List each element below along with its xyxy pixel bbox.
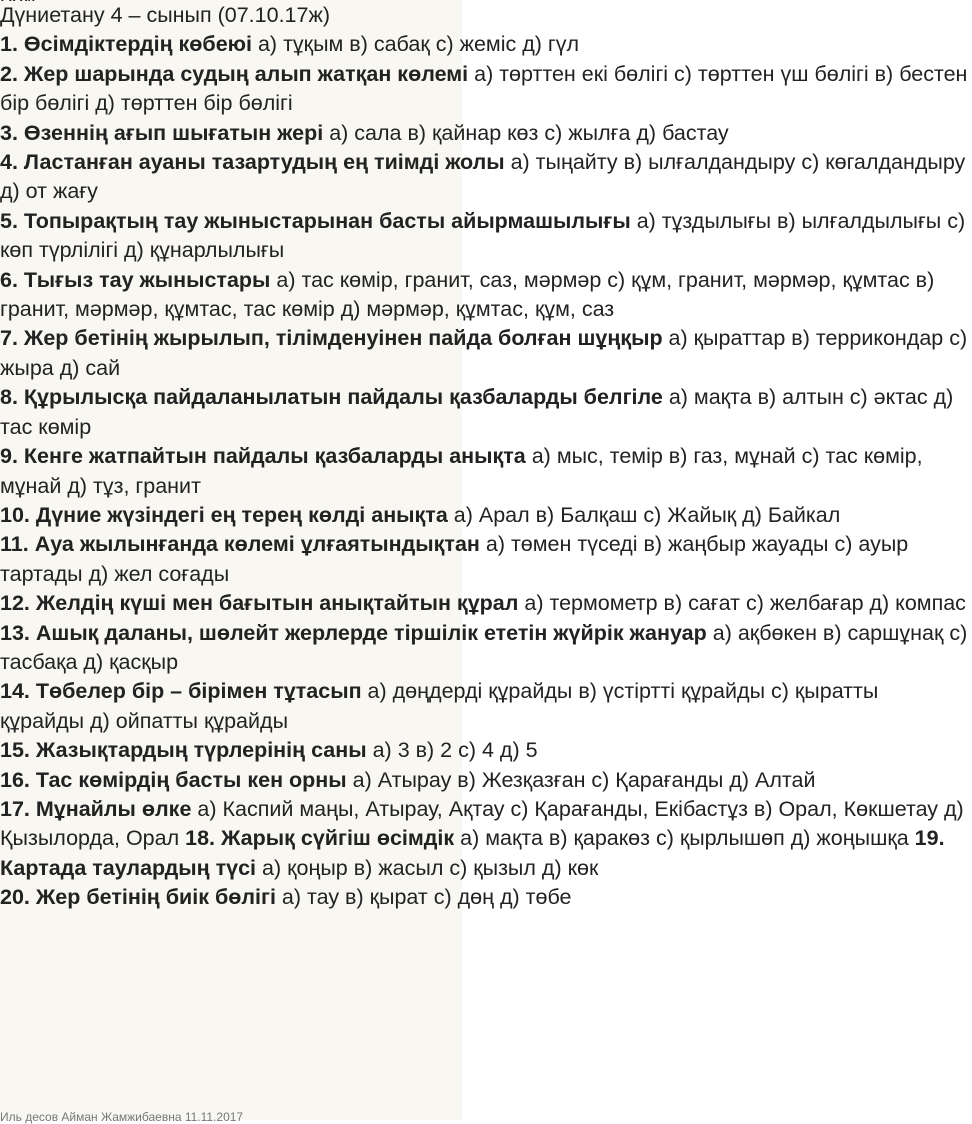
question-17: 17. Мұнайлы өлке а) Каспий маңы, Атырау, Ақтау с) Қарағанды, Екібастұз в) Орал, Көкшетау д) Қызылорда, Орал — [0, 796, 964, 851]
question-10: 10. Дүние жүзіндегі ең терең көлді анықта а) Арал в) Балқаш с) Жайық д) Байкал — [0, 502, 841, 527]
question-15: 15. Жазықтардың түрлерінің саны а) 3 в) 2 с) 4 д) 5 — [0, 738, 538, 763]
question-20: 20. Жер бетінің биік бөлігі а) тау в) қырат с) дөң д) төбе — [0, 885, 572, 910]
question-13: 13. Ашық даланы, шөлейт жерлерде тіршілік ететін жүйрік жануар а) ақбөкен в) саршұнақ с) тасбақа д) қасқыр — [0, 620, 968, 674]
question-1: 1. Өсімдіктердің көбеюі а) тұқым в) сабақ с) жеміс д) гүл — [0, 32, 580, 57]
question-14: 14. Төбелер бір – бірімен тұтасып а) дөңдерді құрайды в) үстіртті құрайды с) қыратты құрайды д) ойпатты құрайды — [0, 679, 879, 733]
question-3: 3. Өзеннің ағып шығатын жері а) сала в) қайнар көз с) жылға д) бастау — [0, 120, 729, 145]
question-7: 7. Жер бетінің жырылып, тілімденуінен пайда болған шұңқыр а) қыраттар в) террикондар с) жыра д) сай — [0, 326, 968, 380]
page-footer: Иль десов Айман Жамжибаевна 11.11.2017 — [0, 1110, 244, 1124]
question-11: 11. Ауа жылынғанда көлемі ұлғаятындықтан а) төмен түседі в) жаңбыр жауады с) ауыр тартады д) жел соғады — [0, 532, 909, 586]
quiz-title: Дүниетану 4 – сынып (07.10.17ж) — [0, 3, 330, 27]
question-16: 16. Тас көмірдің басты кен орны а) Атырау в) Жезқазған с) Қарағанды д) Алтай — [0, 767, 816, 792]
question-12: 12. Желдің күші мен бағытын анықтайтын құрал а) термометр в) сағат с) желбағар д) компас — [0, 591, 966, 616]
question-2: 2. Жер шарында судың алып жатқан көлемі а) төрттен екі бөлігі с) төрттен үш бөлігі в) бестен бір бөлігі д) төрттен бір бөлігі — [0, 61, 968, 116]
question-9: 9. Кенге жатпайтын пайдалы қазбаларды анықта а) мыс, темір в) газ, мұнай с) тас көмір, мұнай д) тұз, гранит — [0, 444, 923, 498]
question-18: 18. Жарық сүйгіш өсімдік а) мақта в) қаракөз с) қырлышөп д) жоңышқа — [185, 826, 915, 851]
question-6: 6. Тығыз тау жыныстары а) тас көмір, гранит, саз, мәрмәр с) құм, гранит, мәрмәр, құмтас в) гранит, мәрмәр, құмтас, тас көмір д) мәрмәр, құмтас, құм, саз — [0, 267, 935, 322]
question-4: 4. Ластанған ауаны тазартудың ең тиімді жолы а) тыңайту в) ылғалдандыру с) көгалдандыру д) от жағу — [0, 150, 966, 204]
question-8: 8. Құрылысқа пайдаланылатын пайдалы қазбаларды белгіле а) мақта в) алтын с) әктас д) тас көмір — [0, 385, 954, 439]
question-19: 19. Картада таулардың түсі а) қоңыр в) жасыл с) қызыл д) көк — [0, 826, 945, 880]
question-list — [0, 30, 968, 912]
question-run-17-19 — [0, 795, 968, 883]
question-5: 5. Топырақтың тау жыныстарынан басты айырмашылығы а) тұздылығы в) ылғалдылығы с) көп түрлілігі д) құнарлылығы — [0, 208, 966, 263]
